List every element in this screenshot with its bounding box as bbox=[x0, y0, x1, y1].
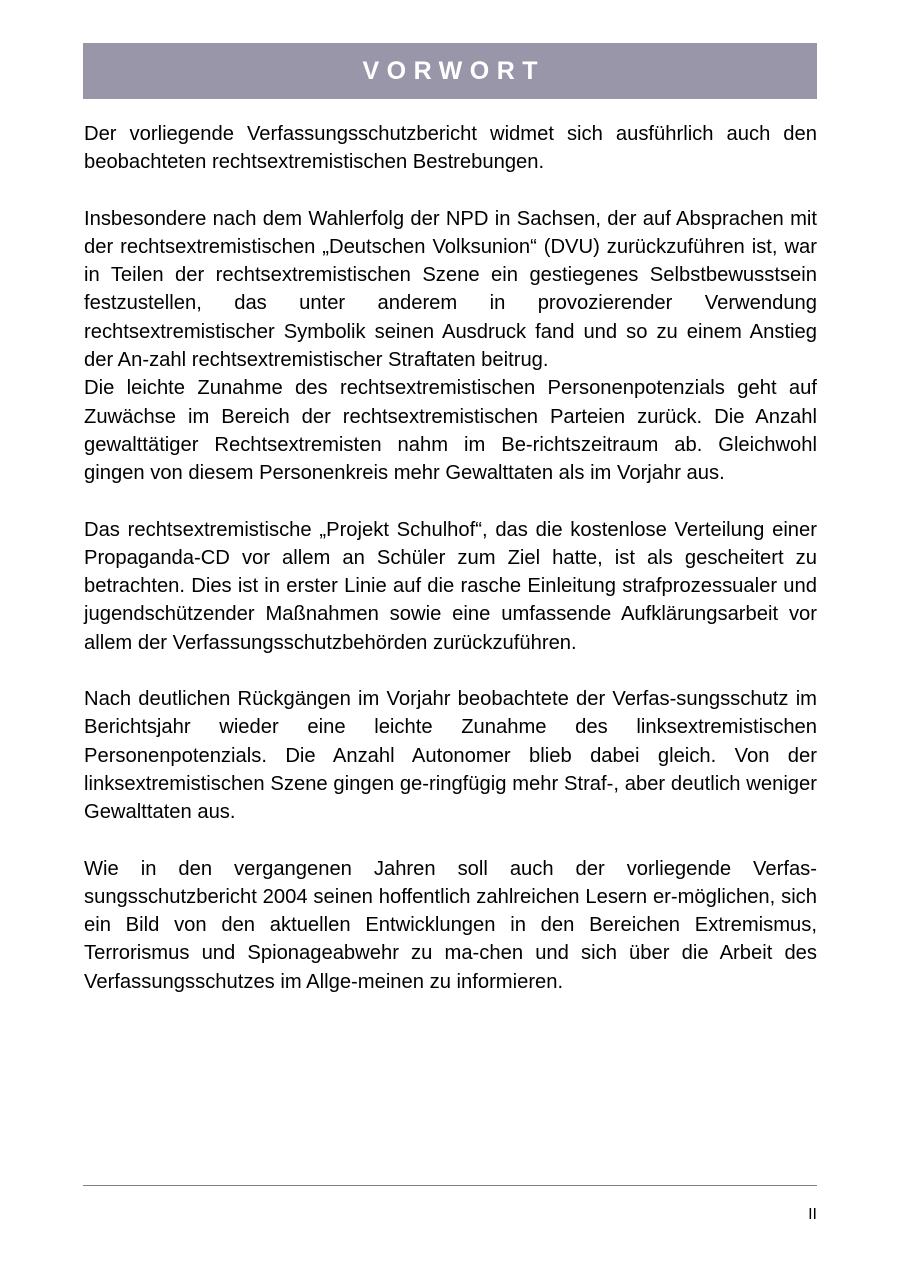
page-title: VORWORT bbox=[362, 56, 546, 85]
paragraph: Nach deutlichen Rückgängen im Vorjahr beobachtete der Verfas-sungsschutz im Berichtsjahr wieder eine leichte Zunahme des linksextremistischen Personenpotenzials. Die Anzahl Autonomer blieb dabei gleich. Von der linksextremistischen Szene gingen ge-ringfügig mehr Straf-, aber deutlich weniger Gewalttaten aus. bbox=[84, 688, 817, 824]
paragraph: Insbesondere nach dem Wahlerfolg der NPD in Sachsen, der auf Absprachen mit der rechtsextremistischen „Deutschen Volksunion“ (DVU) zurückzuführen ist, war in Teilen der rechtsextremistischen Szene ein gestiegenes Selbstbewusstsein festzustellen, das unter anderem in provozierender Verwendung rechtsextremistischer Symbolik seinen Ausdruck fand und so zu einem Anstieg der An-zahl rechtsextremistischer Straftaten beitrug. bbox=[84, 207, 817, 372]
paragraph: Wie in den vergangenen Jahren soll auch der vorliegende Verfas-sungsschutzbericht 2004 seinen hoffentlich zahlreichen Lesern er-möglichen, sich ein Bild von den aktuellen Entwicklungen in den Bereichen Extremismus, Terrorismus und Spionageabwehr zu ma-chen und sich über die Arbeit des Verfassungsschutzes im Allge-meinen zu informieren. bbox=[84, 857, 817, 993]
paragraph-spacer bbox=[84, 488, 817, 516]
body-text-column bbox=[84, 120, 817, 996]
paragraph-spacer bbox=[84, 827, 817, 855]
paragraph: Das rechtsextremistische „Projekt Schulhof“, das die kostenlose Verteilung einer Propaganda-CD vor allem an Schüler zum Ziel hatte, ist als gescheitert zu betrachten. Dies ist in erster Linie auf die rasche Einleitung strafprozessualer und jugendschützender Maßnahmen sowie eine umfassende Aufklärungsarbeit vor allem der Verfassungsschutzbehörden zurückzuführen. bbox=[84, 518, 817, 654]
page-number: II bbox=[808, 1206, 817, 1223]
paragraph-spacer bbox=[84, 657, 817, 685]
paragraph: Der vorliegende Verfassungsschutzbericht widmet sich ausführlich auch den beobachteten rechtsextremistischen Bestrebungen. bbox=[84, 123, 817, 174]
paragraph: Die leichte Zunahme des rechtsextremistischen Personenpotenzials geht auf Zuwächse im Bereich der rechtsextremistischen Parteien zurück. Die Anzahl gewalttätiger Rechtsextremisten nahm im Be-richtszeitraum ab. Gleichwohl gingen von diesem Personenkreis mehr Gewalttaten als im Vorjahr aus. bbox=[84, 377, 817, 485]
section-banner bbox=[83, 43, 817, 99]
paragraph-spacer bbox=[84, 177, 817, 205]
footer-divider bbox=[83, 1185, 817, 1186]
